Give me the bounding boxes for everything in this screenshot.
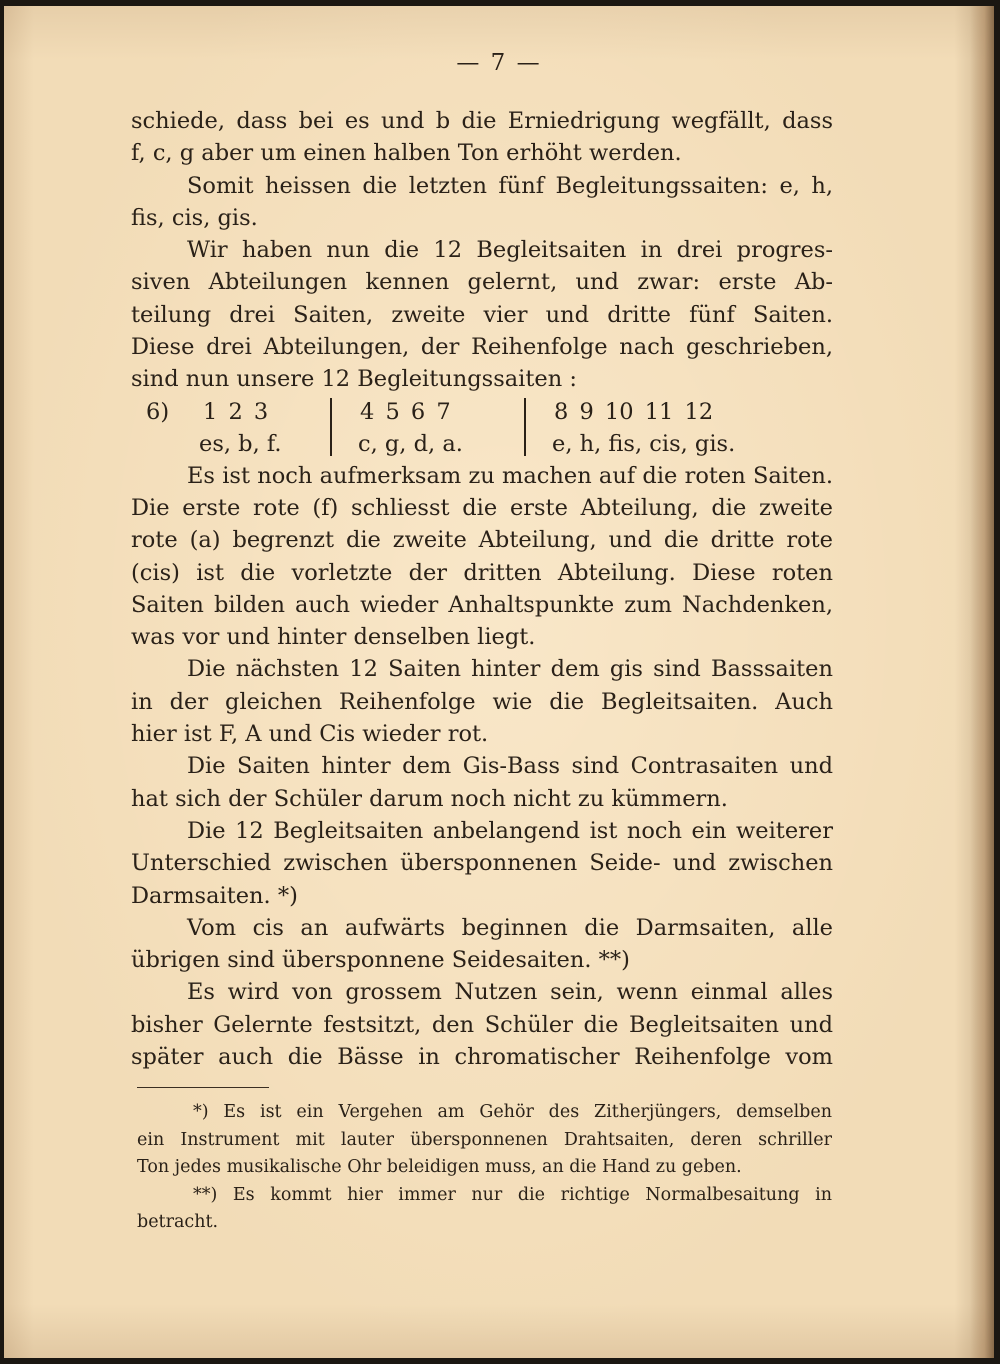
- text-line: schiede, dass bei es und b die Erniedrigung wegfällt, dass: [131, 108, 833, 134]
- text-line: teilung drei Saiten, zweite vier und dritte fünf Saiten.: [131, 301, 833, 328]
- group2-notes: c, g, d, a.: [358, 430, 463, 457]
- text-line: Es ist noch aufmerksam zu machen auf die roten Saiten.: [187, 462, 833, 489]
- text-line: hier ist F, A und Cis wieder rot.: [131, 721, 489, 748]
- text-line: in der gleichen Reihenfolge wie die Begleitsaiten. Auch: [131, 688, 833, 715]
- paragraph: [131, 815, 833, 912]
- paragraph: [131, 912, 833, 977]
- footnote-line: Ton jedes musikalische Ohr beleidigen muss, an die Hand zu geben.: [137, 1157, 742, 1178]
- text-line: f, c, g aber um einen halben Ton erhöht werden.: [131, 140, 682, 167]
- text-line: Darmsaiten. *): [131, 882, 298, 909]
- footnote-rule: [137, 1087, 269, 1088]
- page-number: — 7 —: [456, 50, 542, 76]
- group3-notes: e, h, fis, cis, gis.: [552, 430, 736, 457]
- strings-table: [131, 396, 833, 460]
- group3-numbers: 8 9 10 11 12: [554, 398, 714, 425]
- text-line: Unterschied zwischen übersponnenen Seide- und zwischen: [131, 850, 833, 877]
- text-line: später auch die Bässe in chromatischer Reihenfolge vom: [131, 1044, 833, 1071]
- text-line: sind nun unsere 12 Begleitungssaiten :: [131, 366, 577, 393]
- text-line: Vom cis an aufwärts beginnen die Darmsaiten, alle: [187, 914, 833, 941]
- paragraph: [131, 170, 833, 235]
- table-label: 6): [146, 398, 170, 425]
- group1-numbers: 1 2 3: [203, 398, 269, 425]
- text-line: fis, cis, gis.: [131, 204, 258, 231]
- table-divider: [330, 398, 332, 456]
- text-line: hat sich der Schüler darum noch nicht zu kümmern.: [131, 785, 728, 812]
- paragraph: [131, 234, 833, 395]
- main-text: [131, 105, 833, 1073]
- text-line: bisher Gelernte festsitzt, den Schüler die Begleitsaiten und: [131, 1011, 833, 1038]
- text-line: übrigen sind übersponnene Seidesaiten. **): [131, 947, 630, 974]
- text-line: Die nächsten 12 Saiten hinter dem gis sind Basssaiten: [187, 656, 833, 683]
- paragraph-continued: [131, 105, 833, 170]
- text-line: Die Saiten hinter dem Gis-Bass sind Contrasaiten und: [187, 753, 833, 780]
- footnote-line: betracht.: [137, 1212, 219, 1233]
- footnote-line: **) Es kommt hier immer nur die richtige Normalbesaitung in: [193, 1184, 832, 1205]
- group2-numbers: 4 5 6 7: [360, 398, 451, 425]
- paragraph: [131, 460, 833, 654]
- footnote: [137, 1099, 832, 1182]
- text-line: siven Abteilungen kennen gelernt, und zwar: erste Ab-: [131, 269, 833, 296]
- paragraph: [131, 976, 833, 1073]
- text-line: (cis) ist die vorletzte der dritten Abteilung. Diese roten: [131, 559, 833, 586]
- group1-notes: es, b, f.: [199, 430, 282, 457]
- table-divider: [524, 398, 526, 456]
- paragraph: [131, 750, 833, 815]
- page-edge-shadow: [970, 6, 994, 1358]
- text-line: Wir haben nun die 12 Begleitsaiten in drei progres-: [187, 237, 833, 264]
- text-line: Saiten bilden auch wieder Anhaltspunkte zum Nachdenken,: [131, 591, 833, 618]
- text-line: Diese drei Abteilungen, der Reihenfolge nach geschrieben,: [131, 334, 833, 361]
- footnote-line: ein Instrument mit lauter übersponnenen Drahtsaiten, deren schriller: [137, 1129, 832, 1150]
- text-line: rote (a) begrenzt die zweite Abteilung, und die dritte rote: [131, 527, 833, 554]
- text-line: Somit heissen die letzten fünf Begleitungssaiten: e, h,: [187, 172, 833, 199]
- book-page: [4, 6, 994, 1358]
- text-line: was vor und hinter denselben liegt.: [131, 624, 536, 651]
- text-line: Die 12 Begleitsaiten anbelangend ist noch ein weiterer: [187, 817, 833, 844]
- text-line: Die erste rote (f) schliesst die erste Abteilung, die zweite: [131, 494, 833, 521]
- footnote-line: *) Es ist ein Vergehen am Gehör des Zitherjüngers, demselben: [193, 1102, 832, 1122]
- footnote: [137, 1182, 832, 1237]
- paragraph: [131, 653, 833, 750]
- footnotes: [137, 1099, 832, 1237]
- text-line: Es wird von grossem Nutzen sein, wenn einmal alles: [187, 979, 833, 1006]
